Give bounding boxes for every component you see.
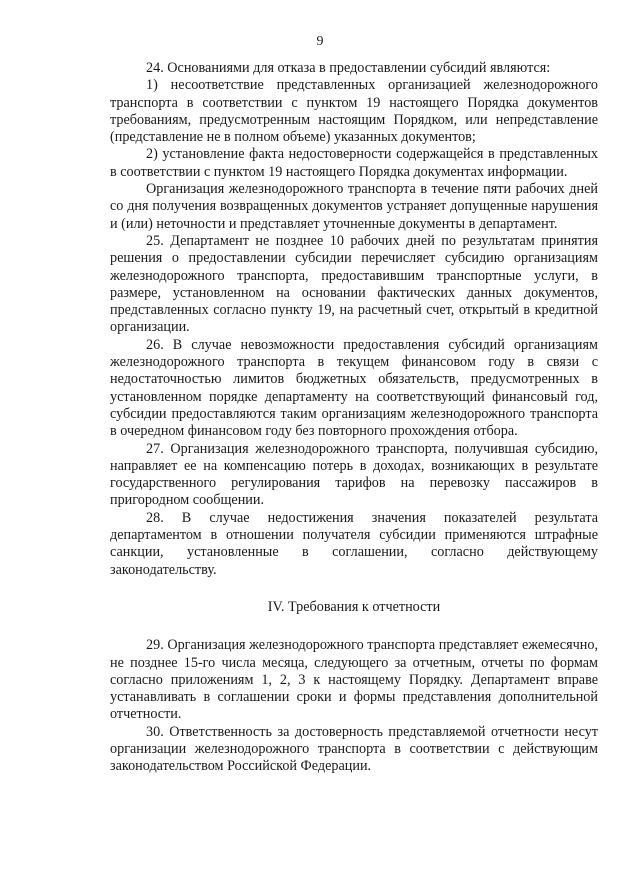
paragraph-29: 29. Организация железнодорожного транспорта представляет ежемесячно, не позднее 15-го числа месяца, следующего за отчетным, отчеты по формам согласно приложениям 1, 2, 3 к настоящему Порядку. Департамент вправе устанавливать в соглашении сроки и формы представления дополнительной отчетности. <box>110 637 598 723</box>
page-number: 9 <box>316 34 324 49</box>
paragraph-26: 26. В случае невозможности предоставления субсидий организациям железнодорожного транспорта в текущем финансовом году в связи с недостаточностью лимитов бюджетных обязательств, предусмотренных в установленном порядке департаменту на соответствующий финансовый год, субсидии предоставляются таким организациям железнодорожного транспорта в очередном финансовом году без повторного прохождения отбора. <box>110 336 598 440</box>
paragraph-30: 30. Ответственность за достоверность представляемой отчетности несут организации железнодорожного транспорта в соответствии с действующим законодательством Российской Федерации. <box>110 723 598 775</box>
paragraph-25: 25. Департамент не позднее 10 рабочих дней по результатам принятия решения о предоставлении субсидии перечисляет субсидию организациям железнодорожного транспорта, предоставившим транспортные услуги, в размере, установленном на основании фактических данных документов, представленных согласно пункту 19, на расчетный счет, открытый в кредитной организации. <box>110 232 598 336</box>
paragraph-24-item-2: 2) установление факта недостоверности содержащейся в представленных в соответствии с пунктом 19 настоящего Порядка документах информации. <box>110 146 598 180</box>
paragraph-24-item-1: 1) несоответствие представленных организацией железнодорожного транспорта в соответствии с пунктом 19 настоящего Порядка документов требованиям, предусмотренным настоящим Порядком, или непредставление (представление не в полном объеме) указанных документов; <box>110 77 598 146</box>
section-heading: IV. Требования к отчетности <box>267 598 441 615</box>
paragraph-27: 27. Организация железнодорожного транспорта, получившая субсидию, направляет ее на компенсацию потерь в доходах, возникающих в результате государственного регулирования тарифов на перевозку пассажиров в пригородном сообщении. <box>110 440 598 509</box>
paragraph-28: 28. В случае недостижения значения показателей результата департаментом в отношении получателя субсидии применяются штрафные санкции, установленные в соглашении, согласно действующему законодательству. <box>110 509 598 578</box>
paragraph-24-note: Организация железнодорожного транспорта в течение пяти рабочих дней со дня получения возвращенных документов устраняет допущенные нарушения и (или) неточности и представляет уточненные документы в департамент. <box>110 181 598 232</box>
paragraph-24: 24. Основаниями для отказа в предоставлении субсидий являются: <box>146 60 551 76</box>
document-body <box>110 60 598 776</box>
